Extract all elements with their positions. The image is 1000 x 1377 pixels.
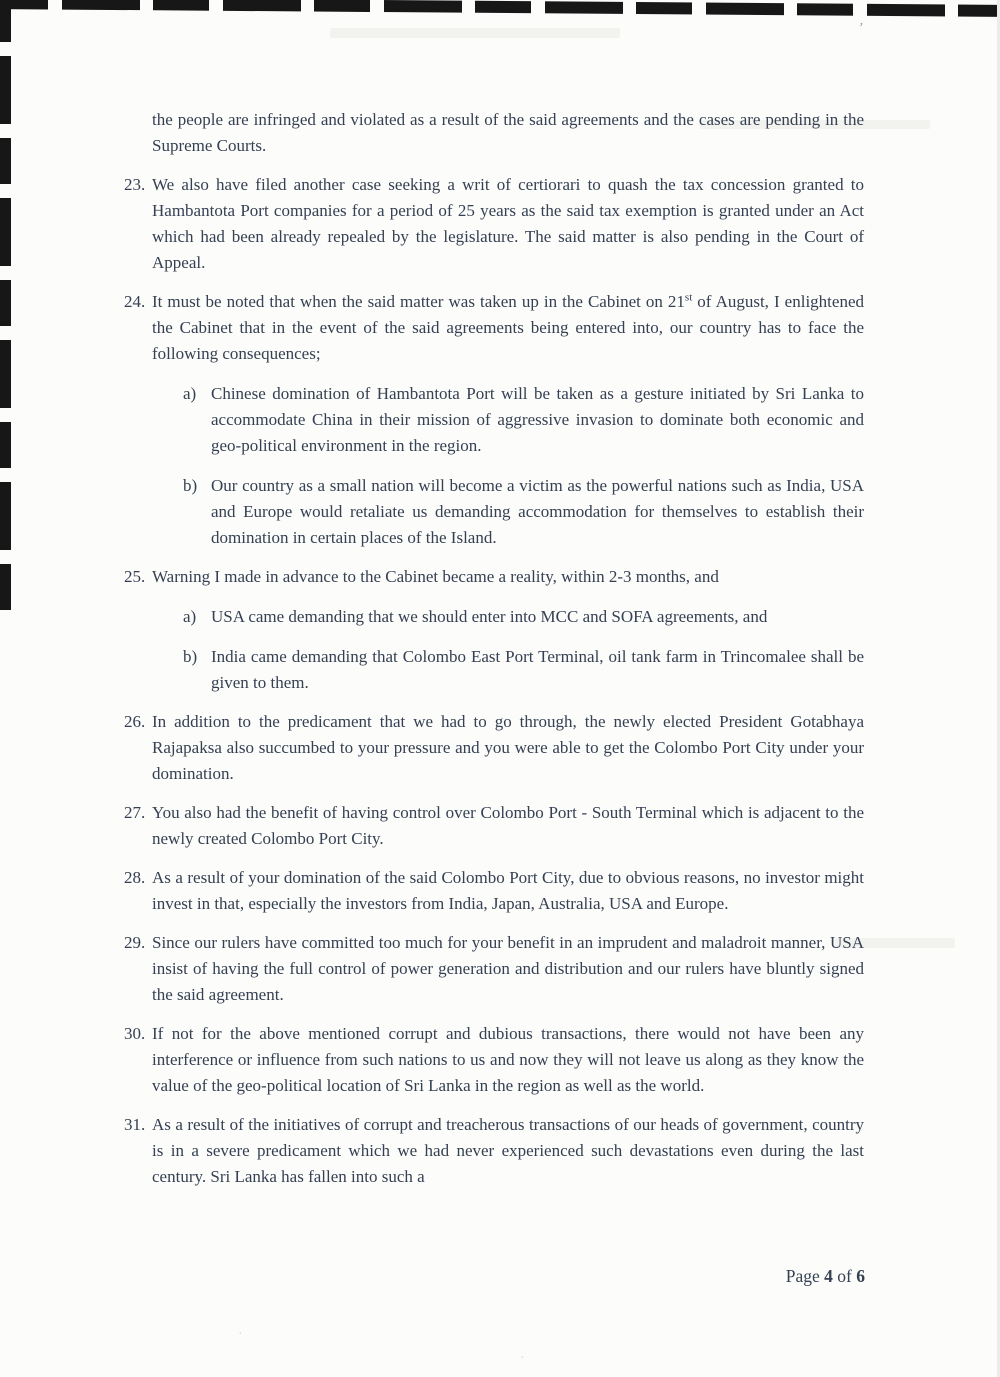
footer-page-number: 4 bbox=[824, 1266, 833, 1286]
paragraph-text: You also had the benefit of having control over Colombo Port - South Terminal which is adjacent to the newly created Colombo Port City. bbox=[152, 803, 864, 848]
letter-body bbox=[124, 107, 864, 1190]
scan-speck: · bbox=[238, 1327, 243, 1342]
numbered-paragraph-30 bbox=[124, 1021, 864, 1099]
subitem-label: b) bbox=[183, 647, 198, 666]
paragraph-number: 31. bbox=[124, 1115, 146, 1134]
scan-edge-artifact-top bbox=[0, 0, 1000, 17]
subitem-label: a) bbox=[183, 384, 197, 403]
paragraph-text-part: It must be noted that when the said matter was taken up in the Cabinet on 21 bbox=[152, 292, 685, 311]
paragraph-number: 29. bbox=[124, 933, 146, 952]
paragraph-text: If not for the above mentioned corrupt and dubious transactions, there would not have been any interference or influence from such nations to us and now they will not leave us along as they know the value of the geo-political location of Sri Lanka in the region as well as the world. bbox=[152, 1024, 864, 1095]
paragraph-text: We also have filed another case seeking a writ of certiorari to quash the tax concession granted to Hambantota Port companies for a period of 25 years as the said tax exemption is granted under an Act which had been already repealed by the legislature. The said matter is also pending in the Court of Appeal. bbox=[152, 175, 864, 272]
subitem-label: b) bbox=[183, 476, 198, 495]
lettered-subitem-25b bbox=[183, 644, 864, 696]
paragraph-text bbox=[152, 292, 864, 363]
subitem-text: Chinese domination of Hambantota Port will be taken as a gesture initiated by Sri Lanka to accommodate China in their mission of aggressive invasion to dominate both economic and geo-political environment in the region. bbox=[211, 384, 864, 455]
numbered-paragraph-23 bbox=[124, 172, 864, 276]
lettered-subitem-24b bbox=[183, 473, 864, 551]
footer-word-of: of bbox=[832, 1266, 857, 1286]
numbered-paragraph-25 bbox=[124, 564, 864, 590]
paragraph-number: 23. bbox=[124, 175, 146, 194]
paragraph-text: As a result of the initiatives of corrupt and treacherous transactions of our heads of government, country is in a severe predicament which we had never experienced such devastations even during the last century. Sri Lanka has fallen into such a bbox=[152, 1115, 864, 1186]
scan-smudge bbox=[330, 28, 620, 38]
numbered-paragraph-29 bbox=[124, 930, 864, 1008]
paragraph-number: 28. bbox=[124, 868, 146, 887]
paragraph-text-part: of August, I enlightened the Cabinet that in the event of the said agreements being entered into, our country has to face the following consequences; bbox=[152, 292, 864, 363]
ordinal-superscript: st bbox=[684, 291, 693, 304]
numbered-paragraph-27 bbox=[124, 800, 864, 852]
subitem-label: a) bbox=[183, 607, 197, 626]
subitem-text: USA came demanding that we should enter into MCC and SOFA agreements, and bbox=[211, 607, 768, 626]
paragraph-text: Warning I made in advance to the Cabinet became a reality, within 2-3 months, and bbox=[152, 567, 719, 586]
paragraph-continuation: the people are infringed and violated as a result of the said agreements and the cases are pending in the Supreme Courts. bbox=[152, 110, 864, 155]
paragraph-text: Since our rulers have committed too much for your benefit in an imprudent and maladroit manner, USA insist of having the full control of power generation and distribution and our rulers have bluntly signed the said agreement. bbox=[152, 933, 864, 1004]
scan-edge-artifact-left bbox=[0, 0, 11, 621]
subitem-text: Our country as a small nation will become a victim as the powerful nations such as India, USA and Europe would retaliate us demanding accommodation for themselves to establish their domination in certain places of the Island. bbox=[211, 476, 864, 547]
scan-speck: · bbox=[520, 1351, 525, 1366]
scan-speck: ’ bbox=[856, 20, 865, 37]
page-footer bbox=[786, 1263, 865, 1289]
lettered-subitem-25a bbox=[183, 604, 864, 630]
paragraph-number: 30. bbox=[124, 1024, 146, 1043]
paragraph-text: In addition to the predicament that we had to go through, the newly elected President Gotabhaya Rajapaksa also succumbed to your pressure and you were able to get the Colombo Port City under your domination. bbox=[152, 712, 864, 783]
paragraph-number: 27. bbox=[124, 803, 146, 822]
paragraph-number: 26. bbox=[124, 712, 146, 731]
footer-total-pages: 6 bbox=[856, 1266, 865, 1286]
numbered-paragraph-31 bbox=[124, 1112, 864, 1190]
numbered-paragraph-26 bbox=[124, 709, 864, 787]
numbered-paragraph-28 bbox=[124, 865, 864, 917]
subitem-text: India came demanding that Colombo East Port Terminal, oil tank farm in Trincomalee shall be given to them. bbox=[211, 647, 864, 692]
footer-word-page: Page bbox=[785, 1266, 825, 1286]
paragraph-text: As a result of your domination of the said Colombo Port City, due to obvious reasons, no investor might invest in that, especially the investors from India, Japan, Australia, USA and Europe. bbox=[152, 868, 864, 913]
numbered-paragraph-24 bbox=[124, 289, 864, 367]
paragraph-number: 25. bbox=[124, 567, 146, 586]
paragraph-number: 24. bbox=[124, 292, 146, 311]
lettered-subitem-24a bbox=[183, 381, 864, 459]
